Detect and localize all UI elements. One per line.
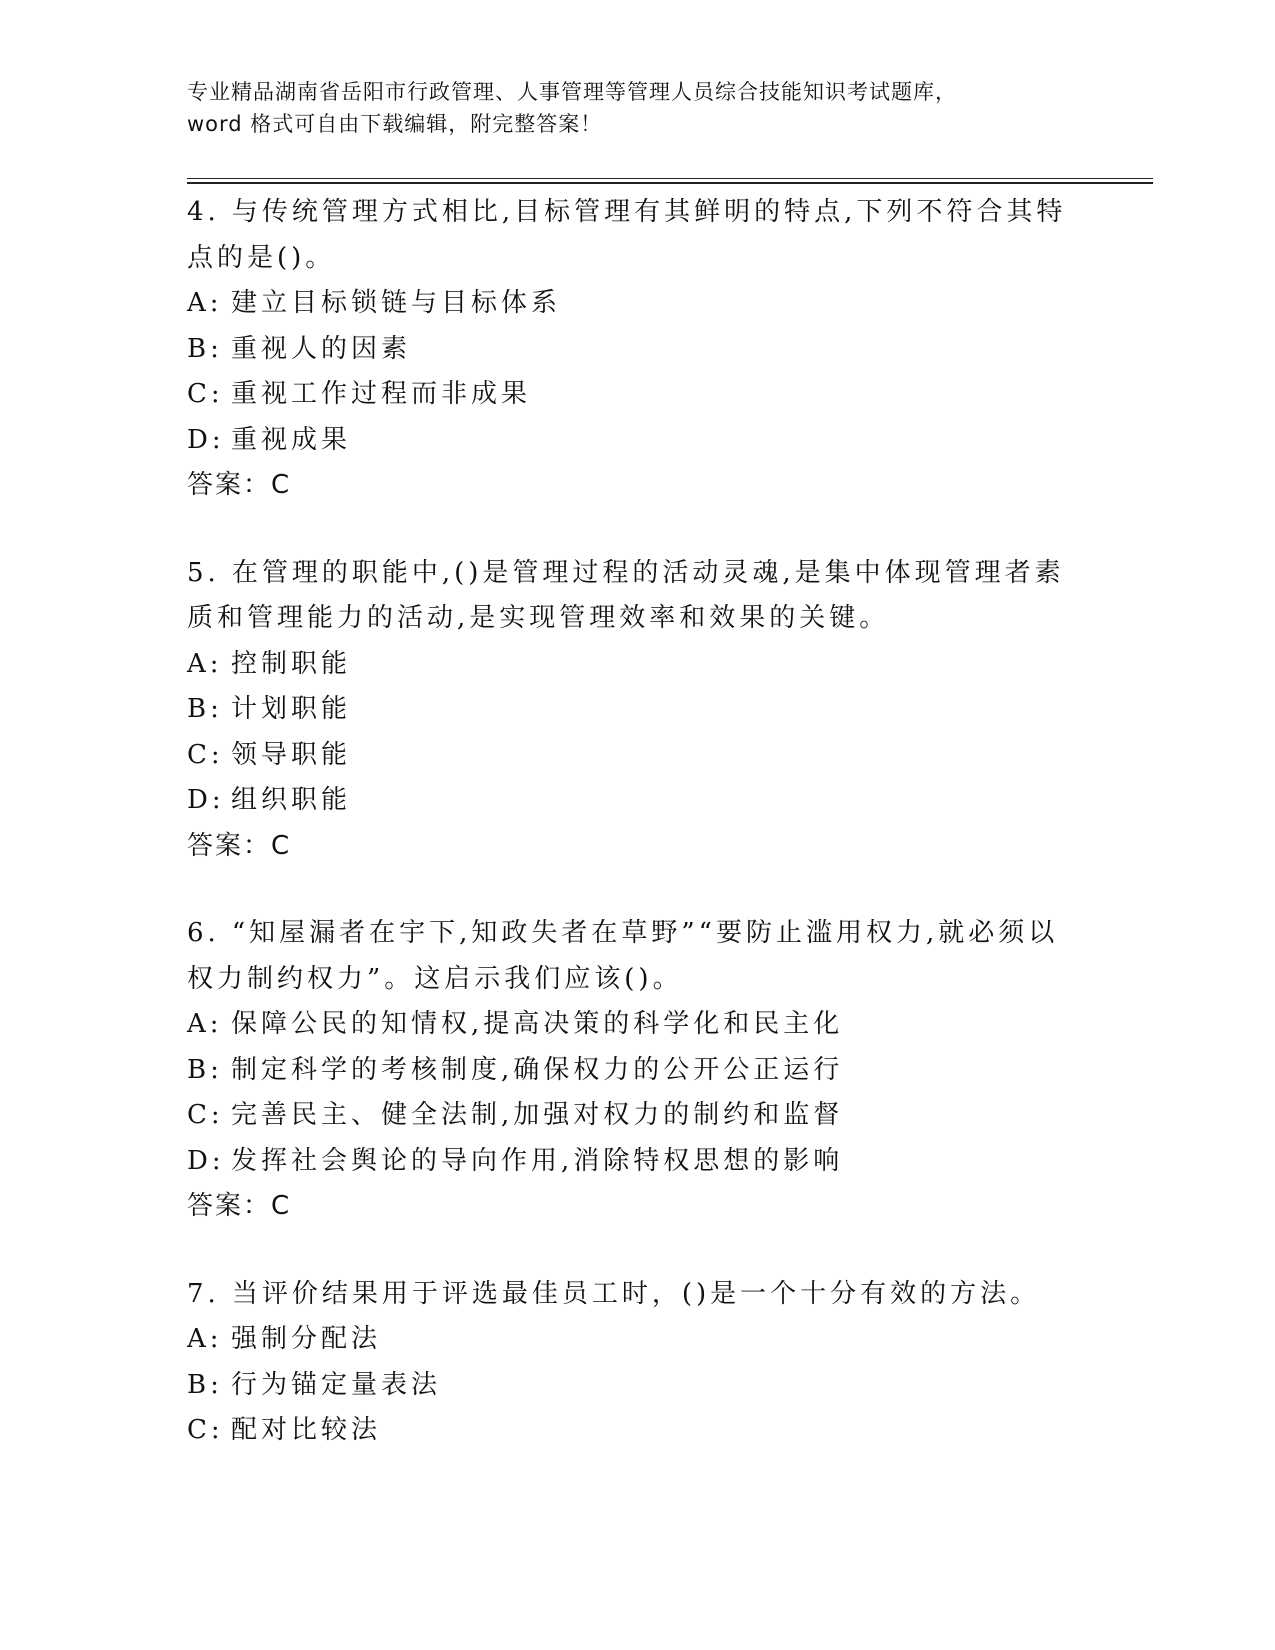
option-text: 重视成果 [231, 424, 352, 455]
question-5 [187, 551, 1087, 870]
option-b [187, 327, 1087, 373]
option-text: 行为锚定量表法 [231, 1369, 442, 1400]
option-b [187, 1363, 1087, 1409]
option-text: 控制职能 [231, 648, 352, 679]
option-text: 重视人的因素 [231, 333, 412, 364]
option-key: C: [187, 1100, 224, 1130]
option-a [187, 281, 1087, 327]
option-key: D: [187, 424, 225, 455]
answer-line: 答案：C [187, 830, 292, 861]
option-text: 领导职能 [231, 739, 352, 770]
document-header [187, 76, 1087, 140]
question-stem [187, 190, 1087, 281]
option-text: 保障公民的知情权,提高决策的科学化和民主化 [231, 1009, 844, 1039]
option-b [187, 687, 1087, 733]
option-text: 发挥社会舆论的导向作用,消除特权思想的影响 [231, 1145, 844, 1176]
question-stem [187, 1272, 1087, 1318]
option-text: 重视工作过程而非成果 [231, 379, 532, 409]
option-key: A: [187, 288, 223, 318]
header-line-1: 专业精品湖南省岳阳市行政管理、人事管理等管理人员综合技能知识考试题库， [187, 80, 957, 104]
answer-line: 答案：C [187, 470, 292, 500]
question-4 [187, 190, 1087, 509]
answer-line: 答案：C [187, 1191, 292, 1221]
option-key: B: [187, 333, 223, 364]
option-text: 强制分配法 [231, 1324, 382, 1354]
option-c [187, 1093, 1087, 1139]
option-key: A: [187, 1009, 223, 1039]
option-d [187, 778, 1087, 824]
option-key: D: [187, 1145, 225, 1176]
option-text: 建立目标锁链与目标体系 [231, 288, 562, 318]
option-text: 组织职能 [231, 785, 352, 815]
option-key: C: [187, 739, 224, 770]
option-a [187, 642, 1087, 688]
option-c [187, 1408, 1087, 1454]
question-number: 4. [187, 197, 220, 227]
option-text: 配对比较法 [231, 1415, 382, 1445]
header-divider-thin [187, 178, 1153, 179]
option-key: C: [187, 1415, 224, 1445]
question-6 [187, 911, 1087, 1230]
option-key: B: [187, 1054, 223, 1085]
option-d [187, 1139, 1087, 1185]
option-a [187, 1317, 1087, 1363]
option-b [187, 1048, 1087, 1094]
question-stem [187, 911, 1087, 1002]
option-key: B: [187, 1369, 223, 1400]
question-7 [187, 1272, 1087, 1454]
option-a [187, 1002, 1087, 1048]
question-text: 当评价结果用于评选最佳员工时，()是一个十分有效的方法。 [231, 1278, 1041, 1309]
option-key: B: [187, 694, 223, 724]
option-d [187, 418, 1087, 464]
question-list [187, 190, 1087, 1496]
question-text: 在管理的职能中,()是管理过程的活动灵魂,是集中体现管理者素质和管理能力的活动,是实现管理效率和效果的关键。 [187, 557, 1065, 633]
option-text: 计划职能 [231, 694, 352, 724]
question-text: 与传统管理方式相比,目标管理有其鲜明的特点,下列不符合其特点的是()。 [187, 197, 1067, 273]
header-line-2: word 格式可自由下载编辑，附完整答案！ [187, 112, 603, 136]
option-c [187, 372, 1087, 418]
option-key: A: [187, 648, 223, 679]
option-key: C: [187, 379, 224, 409]
option-key: D: [187, 785, 225, 815]
option-c [187, 733, 1087, 779]
question-stem [187, 551, 1087, 642]
question-text: “知屋漏者在宇下,知政失者在草野”“要防止滥用权力,就必须以权力制约权力”。这启示我们应该()。 [187, 918, 1059, 994]
question-number: 7. [187, 1278, 220, 1309]
option-text: 完善民主、健全法制,加强对权力的制约和监督 [231, 1100, 844, 1130]
option-key: A: [187, 1324, 223, 1354]
header-divider-thick [187, 182, 1153, 184]
option-text: 制定科学的考核制度,确保权力的公开公正运行 [231, 1054, 844, 1085]
question-number: 5. [187, 557, 220, 588]
question-number: 6. [187, 918, 220, 948]
